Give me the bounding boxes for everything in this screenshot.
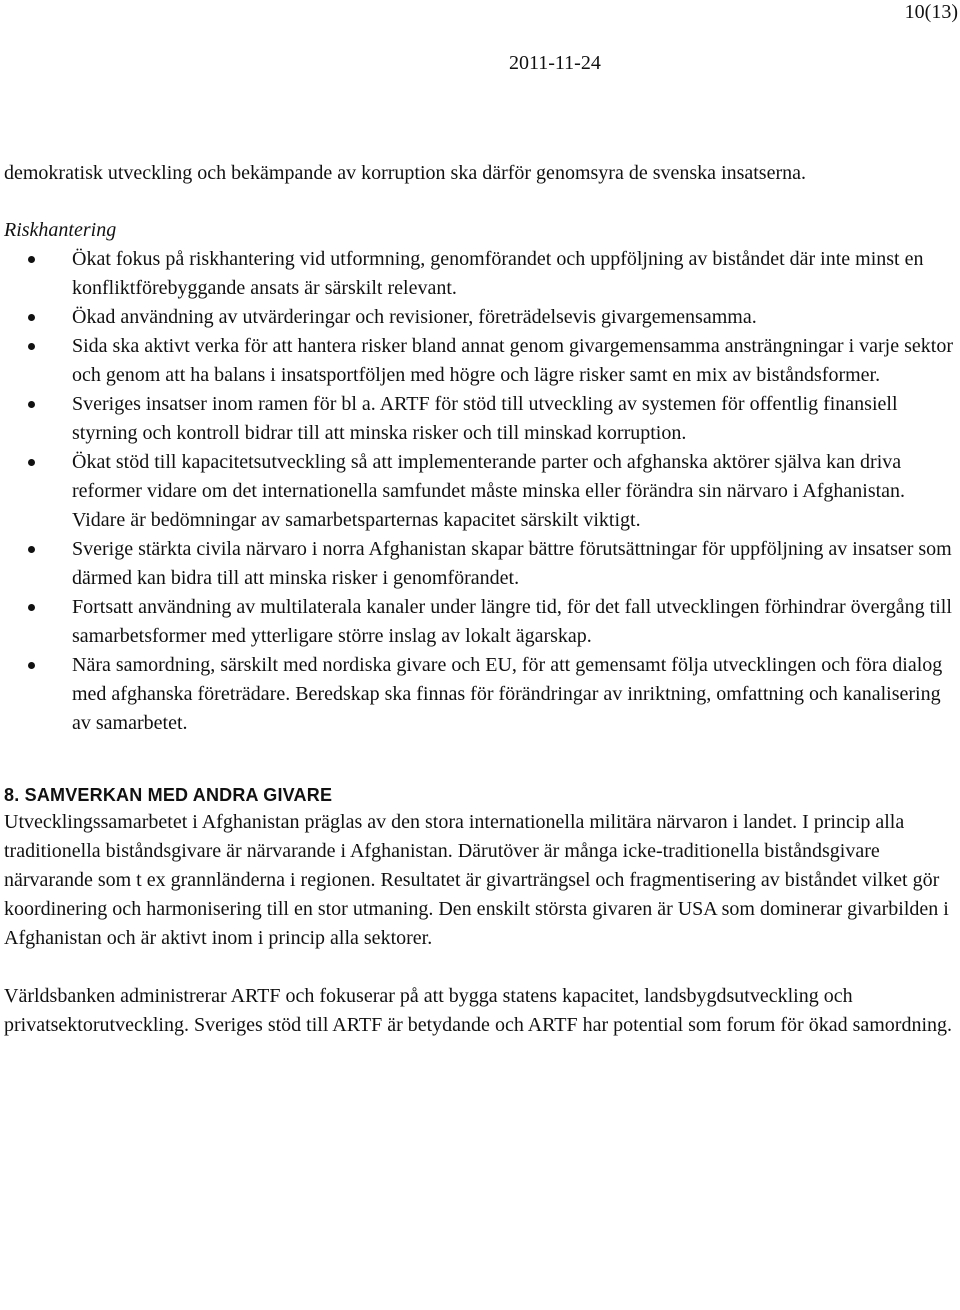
intro-paragraph: demokratisk utveckling och bekämpande av korruption ska därför genomsyra de svenska insatserna. [4,162,806,184]
risk-heading: Riskhantering [4,219,117,241]
list-item-text: Nära samordning, särskilt med nordiska givare och EU, för att gemensamt följa utvecklingen och föra dialog med afghanska företrädare. Beredskap ska finnas för förändringar av inriktning, omfattning och kanalisering av samarbetet. [72,654,943,734]
risk-bullet-list [4,245,956,738]
list-item [4,651,956,738]
section-heading: 8. SAMVERKAN MED ANDRA GIVARE [4,785,333,805]
list-item [4,448,956,535]
bullet-icon [28,401,35,408]
list-item-text: Sverige stärkta civila närvaro i norra Afghanistan skapar bättre förutsättningar för uppföljning av insatser som därmed kan bidra till att minska risker i genomförandet. [72,538,952,589]
bullet-icon [28,314,35,321]
document-date: 2011-11-24 [509,52,601,74]
list-item [4,332,956,390]
list-item-text: Sida ska aktivt verka för att hantera risker bland annat genom givargemensamma ansträngningar i varje sektor och genom att ha balans i insatsportföljen med högre och lägre risker samt en mix av biståndsformer. [72,335,953,386]
list-item-text: Ökat fokus på riskhantering vid utformning, genomförandet och uppföljning av biståndet där inte minst en konfliktförebyggande ansats är särskilt relevant. [72,248,924,299]
list-item [4,390,956,448]
list-item [4,303,956,332]
document-body [4,159,956,1040]
list-item-text: Fortsatt användning av multilaterala kanaler under längre tid, för det fall utvecklingen förhindrar övergång till samarbetsformer med ytterligare större inslag av lokalt ägarskap. [72,596,952,647]
list-item-text: Ökat stöd till kapacitetsutveckling så att implementerande parter och afghanska aktörer själva kan driva reformer vidare om det internationella samfundet måste minska eller förändra sin närvaro i Afghanistan. Vidare är bedömningar av samarbetsparternas kapacitet särskilt viktigt. [72,451,906,531]
section-paragraph: Världsbanken administrerar ARTF och fokuserar på att bygga statens kapacitet, landsbygdsutveckling och privatsektorutveckling. Sveriges stöd till ARTF är betydande och ARTF har potential som forum för ökad samordning. [4,985,952,1036]
bullet-icon [28,256,35,263]
list-item-text: Sveriges insatser inom ramen för bl a. ARTF för stöd till utveckling av systemen för offentlig finansiell styrning och kontroll bidrar till att minska risker och till minskad korruption. [72,393,898,444]
list-item [4,245,956,303]
bullet-icon [28,343,35,350]
bullet-icon [28,604,35,611]
list-item-text: Ökad användning av utvärderingar och revisioner, företrädelsevis givargemensamma. [72,306,757,328]
bullet-icon [28,662,35,669]
bullet-icon [28,459,35,466]
bullet-icon [28,546,35,553]
list-item [4,593,956,651]
section-paragraph: Utvecklingssamarbetet i Afghanistan präglas av den stora internationella militära närvaron i landet. I princip alla traditionella biståndsgivare är närvarande i Afghanistan. Därutöver är många icke-traditionella biståndsgivare närvarande som t ex grannländerna i regionen. Resultatet är givarträngsel och fragmentisering av biståndet vilket gör koordinering och harmonisering till en stor utmaning. Den enskilt största givaren är USA som dominerar givarbilden i Afghanistan och är aktivt inom i princip alla sektorer. [4,811,949,949]
page-number: 10(13) [904,1,958,23]
list-item [4,535,956,593]
